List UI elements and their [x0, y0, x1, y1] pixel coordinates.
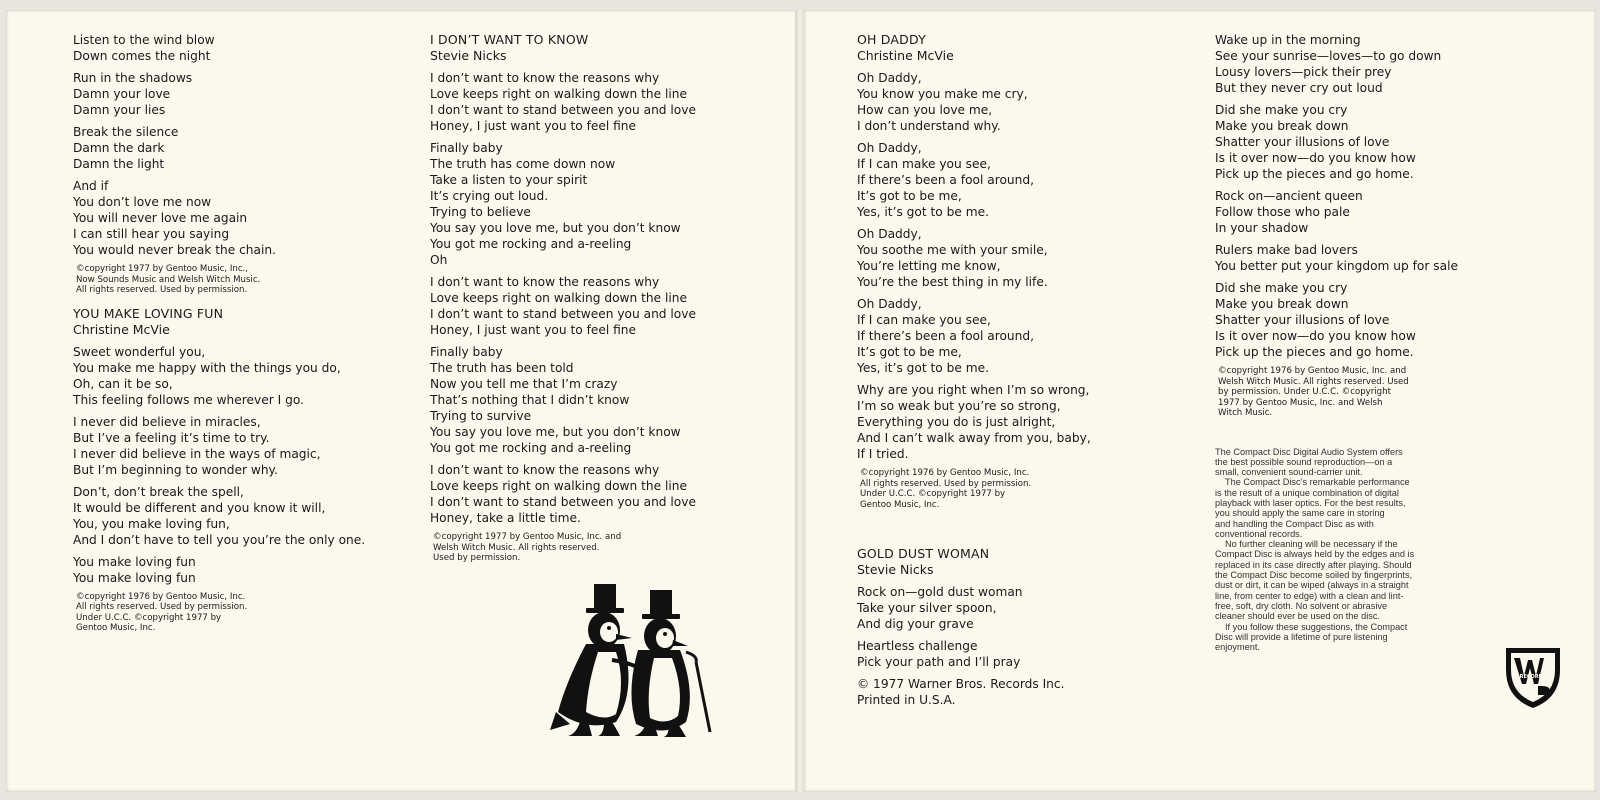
lyric-stanza	[430, 462, 770, 526]
lyric-stanza	[1215, 188, 1555, 236]
cd-notes-paragraph	[1215, 622, 1475, 653]
lyric-line: Break the silence	[73, 125, 179, 139]
copyright-line: All rights reserved. Used by permission.	[76, 602, 248, 612]
i-dont-want-to-know-column	[430, 32, 770, 574]
lyric-line: Make you break down	[1215, 119, 1349, 133]
lyric-line: And if	[73, 179, 109, 193]
warner-bros-records-logo	[1502, 642, 1564, 712]
lyric-line: I’m so weak but you’re so strong,	[857, 399, 1061, 413]
lyric-line: Now you tell me that I’m crazy	[430, 377, 618, 391]
lyric-stanza	[73, 178, 413, 258]
cd-notes-paragraph	[1215, 477, 1475, 539]
cd-notes-line: replaced in its case directly after playing. Should	[1215, 559, 1412, 570]
lyric-line: You say you love me, but you don’t know	[430, 425, 681, 439]
lyric-stanza	[857, 140, 1197, 220]
lyric-line: Honey, I just want you to feel fine	[430, 119, 637, 133]
copyright-notice	[1218, 366, 1555, 419]
lyric-line: See your sunrise—loves—to go down	[1215, 49, 1442, 63]
cd-notes-paragraph	[1215, 539, 1475, 621]
cd-notes-line: cleaner should ever be used on the disc.	[1215, 611, 1380, 622]
lyric-line: The truth has been told	[430, 361, 574, 375]
lyric-line: Did she make you cry	[1215, 103, 1348, 117]
lyric-line: Oh Daddy,	[857, 71, 922, 85]
lyric-line: Finally baby	[430, 345, 503, 359]
lyric-line: You will never love me again	[73, 211, 248, 225]
lyric-line: Oh Daddy,	[857, 297, 922, 311]
lyric-line: Make you break down	[1215, 297, 1349, 311]
lyric-line: Pick your path and I’ll pray	[857, 655, 1021, 669]
lyric-line: I don’t want to know the reasons why	[430, 275, 660, 289]
song-title: GOLD DUST WOMAN	[857, 546, 990, 561]
copyright-line: ©copyright 1977 by Gentoo Music, Inc.,	[76, 264, 249, 274]
lyric-line: It would be different and you know it will,	[73, 500, 326, 515]
copyright-line: Gentoo Music, Inc.	[860, 499, 940, 510]
song-title: OH DADDY	[857, 32, 926, 47]
copyright-line: Welsh Witch Music. All rights reserved. Used	[1218, 376, 1409, 387]
lyric-line: Follow those who pale	[1215, 205, 1350, 219]
song-author: Christine McVie	[73, 321, 170, 337]
cd-notes-line: dust or dirt, it can be wiped (always in a straight	[1215, 580, 1409, 591]
lyric-stanza	[857, 70, 1197, 134]
credit-line: © 1977 Warner Bros. Records Inc.	[857, 677, 1065, 691]
lyric-line: And I can’t walk away from you, baby,	[857, 431, 1091, 445]
copyright-line: Welsh Witch Music. All rights reserved.	[433, 542, 600, 553]
lyric-line: Oh Daddy,	[857, 227, 922, 241]
cd-notes-line: is the result of a unique combination of digital	[1215, 487, 1399, 498]
cd-notes-line: and handling the Compact Disc as with	[1215, 518, 1374, 529]
copyright-line: All rights reserved. Used by permission.	[860, 478, 1032, 489]
lyric-line: Listen to the wind blow	[73, 33, 215, 47]
lyric-stanza	[430, 344, 770, 456]
lyric-line: Oh Daddy,	[857, 141, 922, 155]
cd-notes-line: line, from center to edge) with a clean and lint-	[1215, 590, 1404, 601]
copyright-line: 1977 by Gentoo Music, Inc. and Welsh	[1218, 397, 1383, 408]
lyric-line: Everything you do is just alright,	[857, 415, 1056, 429]
lyric-line: If I can make you see,	[857, 157, 991, 171]
copyright-line: Gentoo Music, Inc.	[76, 623, 156, 633]
lyric-stanza	[857, 584, 1197, 632]
lyric-line: You make me happy with the things you do,	[73, 360, 341, 375]
lyric-line: Yes, it’s got to be me.	[857, 361, 989, 375]
copyright-line: ©copyright 1976 by Gentoo Music, Inc.	[860, 468, 1030, 478]
cd-notes-line: Compact Disc is always held by the edges and is	[1215, 549, 1415, 560]
lyric-line: But they never cry out loud	[1215, 81, 1383, 95]
lyric-line: You’re letting me know,	[857, 259, 1001, 273]
lyric-line: It’s crying out loud.	[430, 189, 549, 203]
lyric-stanza	[430, 70, 770, 134]
song-author: Stevie Nicks	[430, 48, 507, 63]
lyric-stanza	[857, 296, 1197, 376]
lyric-stanza	[857, 382, 1197, 462]
gold-dust-woman-continued-column	[1215, 32, 1555, 652]
lyric-line: Damn the light	[73, 157, 165, 171]
lyric-line: Love keeps right on walking down the line	[430, 87, 687, 101]
lyric-line: You’re the best thing in my life.	[857, 275, 1048, 289]
lyric-line: But I’m beginning to wonder why.	[73, 462, 278, 477]
lyric-stanza	[1215, 242, 1555, 274]
lyric-line: You got me rocking and a-reeling	[430, 237, 632, 251]
lyric-line: I don’t want to stand between you and love	[430, 495, 696, 509]
lyric-line: Don’t, don’t break the spell,	[73, 484, 244, 499]
lyric-line: And I don’t have to tell you you’re the only one.	[73, 532, 366, 547]
credit-line: Printed in U.S.A.	[857, 693, 956, 707]
logo-text: RECORDS	[1519, 674, 1547, 680]
lyric-stanza	[73, 32, 413, 64]
lyric-line: You know you make me cry,	[857, 87, 1028, 101]
song-author: Stevie Nicks	[857, 562, 934, 577]
lyric-line: You would never break the chain.	[73, 243, 276, 257]
lyric-line: I don’t understand why.	[857, 119, 1001, 133]
cd-notes-line: the Compact Disc become soiled by fingerprints,	[1215, 570, 1413, 581]
cd-notes-line: If you follow these suggestions, the Compact	[1225, 621, 1408, 632]
lyric-line: Trying to survive	[430, 409, 532, 423]
lyric-line: Finally baby	[430, 141, 503, 155]
cd-notes-line: you should apply the same care in storing	[1215, 508, 1385, 519]
song-author: Christine McVie	[857, 48, 954, 63]
lyric-line: I never did believe in miracles,	[73, 414, 261, 429]
lyric-line: That’s nothing that I didn’t know	[430, 393, 630, 407]
lyric-line: It’s got to be me,	[857, 189, 962, 203]
lyric-line: Is it over now—do you know how	[1215, 151, 1416, 165]
lyric-line: Oh	[430, 253, 448, 267]
lyric-line: I don’t want to know the reasons why	[430, 463, 660, 477]
lyric-line: If there’s been a fool around,	[857, 173, 1034, 187]
lyric-line: Is it over now—do you know how	[1215, 329, 1416, 343]
lyric-line: Honey, I just want you to feel fine	[430, 323, 637, 337]
cd-notes-line: No further cleaning will be necessary if the	[1225, 539, 1398, 550]
copyright-line: All rights reserved. Used by permission.	[76, 285, 248, 295]
lyric-line: Damn your love	[73, 87, 171, 101]
cd-notes-line: The Compact Disc Digital Audio System offers	[1215, 446, 1403, 457]
copyright-line: Now Sounds Music and Welsh Witch Music.	[76, 274, 261, 285]
lyric-line: Shatter your illusions of love	[1215, 135, 1390, 149]
lyric-line: I don’t want to know the reasons why	[430, 71, 660, 85]
lyric-line: I don’t want to stand between you and love	[430, 103, 696, 117]
lyric-line: The truth has come down now	[430, 157, 616, 171]
lyric-line: Love keeps right on walking down the line	[430, 479, 687, 493]
lyric-line: If I tried.	[857, 447, 909, 461]
lyric-stanza	[1215, 32, 1555, 96]
lyric-line: Run in the shadows	[73, 71, 193, 85]
copyright-line: Under U.C.C. ©copyright 1977 by	[76, 612, 222, 623]
lyric-line: Damn your lies	[73, 103, 166, 117]
lyric-stanza	[73, 414, 413, 478]
lyric-line: But I’ve a feeling it’s time to try.	[73, 430, 270, 445]
lyric-line: How can you love me,	[857, 103, 993, 117]
copyright-notice	[76, 592, 413, 634]
lyric-stanza	[1215, 280, 1555, 360]
lyric-line: Rock on—ancient queen	[1215, 189, 1363, 203]
lyric-line: You say you love me, but you don’t know	[430, 221, 681, 235]
lyric-line: I don’t want to stand between you and love	[430, 307, 696, 321]
copyright-line: Under U.C.C. ©copyright 1977 by	[860, 489, 1006, 499]
lyric-line: Shatter your illusions of love	[1215, 313, 1390, 327]
lyric-line: It’s got to be me,	[857, 345, 962, 359]
lyric-line: Rock on—gold dust woman	[857, 585, 1023, 599]
cd-notes-line: playback with laser optics. For the best results,	[1215, 497, 1406, 508]
lyric-line: You make loving fun	[73, 554, 196, 569]
lyric-line: This feeling follows me wherever I go.	[73, 392, 304, 407]
cd-notes-line: free, soft, dry cloth. No solvent or abrasive	[1215, 600, 1388, 611]
lyric-line: You better put your kingdom up for sale	[1215, 259, 1458, 273]
lyric-line: Trying to believe	[430, 205, 531, 219]
lyric-line: You don’t love me now	[73, 195, 212, 209]
copyright-line: Witch Music.	[1218, 408, 1273, 418]
penguins-illustration	[546, 582, 736, 742]
spacer	[857, 520, 1197, 546]
lyric-line: You soothe me with your smile,	[857, 243, 1048, 257]
lyric-line: You, you make loving fun,	[73, 516, 230, 531]
copyright-notice	[860, 468, 1197, 510]
copyright-line: ©copyright 1976 by Gentoo Music, Inc.	[76, 591, 246, 602]
lyric-line: Did she make you cry	[1215, 281, 1348, 295]
lyric-line: Lousy lovers—pick their prey	[1215, 65, 1392, 79]
copyright-line: ©copyright 1977 by Gentoo Music, Inc. and	[433, 532, 622, 542]
lyric-stanza	[73, 484, 413, 548]
lyric-line: You make loving fun	[73, 570, 196, 585]
lyric-line: Pick up the pieces and go home.	[1215, 345, 1414, 359]
compact-disc-notes	[1215, 447, 1475, 653]
oh-daddy-column	[857, 32, 1197, 708]
copyright-line: by permission. Under U.C.C. ©copyright	[1218, 387, 1391, 397]
lyric-line: Rulers make bad lovers	[1215, 243, 1358, 257]
lyric-line: Heartless challenge	[857, 639, 978, 653]
lyric-line: Damn the dark	[73, 141, 165, 155]
lyric-line: Take a listen to your spirit	[430, 173, 588, 187]
lyric-line: You got me rocking and a-reeling	[430, 441, 632, 455]
lyric-line: Honey, take a little time.	[430, 511, 581, 525]
lyric-stanza	[430, 274, 770, 338]
cd-notes-paragraph	[1215, 447, 1475, 478]
lyric-line: And dig your grave	[857, 617, 974, 631]
lyric-stanza	[857, 638, 1197, 670]
cd-notes-line: Disc will provide a lifetime of pure listening	[1215, 631, 1388, 642]
left-column	[73, 32, 413, 644]
penguin-right	[612, 590, 710, 737]
lyric-stanza	[1215, 102, 1555, 182]
copyright-line: ©copyright 1976 by Gentoo Music, Inc. and	[1218, 366, 1407, 376]
copyright-line: Used by permission.	[433, 553, 521, 563]
cd-notes-line: conventional records.	[1215, 528, 1303, 539]
left-page	[6, 10, 798, 792]
lyric-line: Pick up the pieces and go home.	[1215, 167, 1414, 181]
cd-notes-line: the best possible sound reproduction—on a	[1215, 456, 1393, 467]
cd-notes-line: enjoyment.	[1215, 642, 1260, 653]
lyric-line: Wake up in the morning	[1215, 33, 1361, 47]
lyric-line: Love keeps right on walking down the line	[430, 291, 687, 305]
lyric-stanza	[73, 70, 413, 118]
right-page	[804, 10, 1596, 792]
lyric-line: Yes, it’s got to be me.	[857, 205, 989, 219]
lyric-stanza	[430, 140, 770, 268]
lyric-line: Down comes the night	[73, 49, 211, 63]
cd-notes-line: small, convenient sound-carrier unit.	[1215, 467, 1363, 478]
lyric-line: Why are you right when I’m so wrong,	[857, 383, 1090, 397]
copyright-notice	[76, 264, 413, 296]
lyric-line: In your shadow	[1215, 221, 1309, 235]
lyric-line: I never did believe in the ways of magic,	[73, 446, 321, 461]
lyric-stanza	[73, 554, 413, 586]
record-credits	[857, 676, 1197, 708]
song-title: I DON’T WANT TO KNOW	[430, 32, 589, 47]
lyric-line: I can still hear you saying	[73, 227, 230, 241]
cd-notes-line: The Compact Disc’s remarkable performance	[1225, 477, 1410, 488]
lyric-stanza	[73, 344, 413, 408]
lyric-line: Oh, can it be so,	[73, 376, 173, 391]
song-title: YOU MAKE LOVING FUN	[73, 305, 224, 321]
lyric-stanza	[857, 226, 1197, 290]
lyric-line: If I can make you see,	[857, 313, 991, 327]
lyric-stanza	[73, 124, 413, 172]
lyric-line: Sweet wonderful you,	[73, 344, 206, 359]
lyric-line: Take your silver spoon,	[857, 601, 997, 615]
copyright-notice	[433, 532, 770, 564]
lyric-line: If there’s been a fool around,	[857, 329, 1034, 343]
